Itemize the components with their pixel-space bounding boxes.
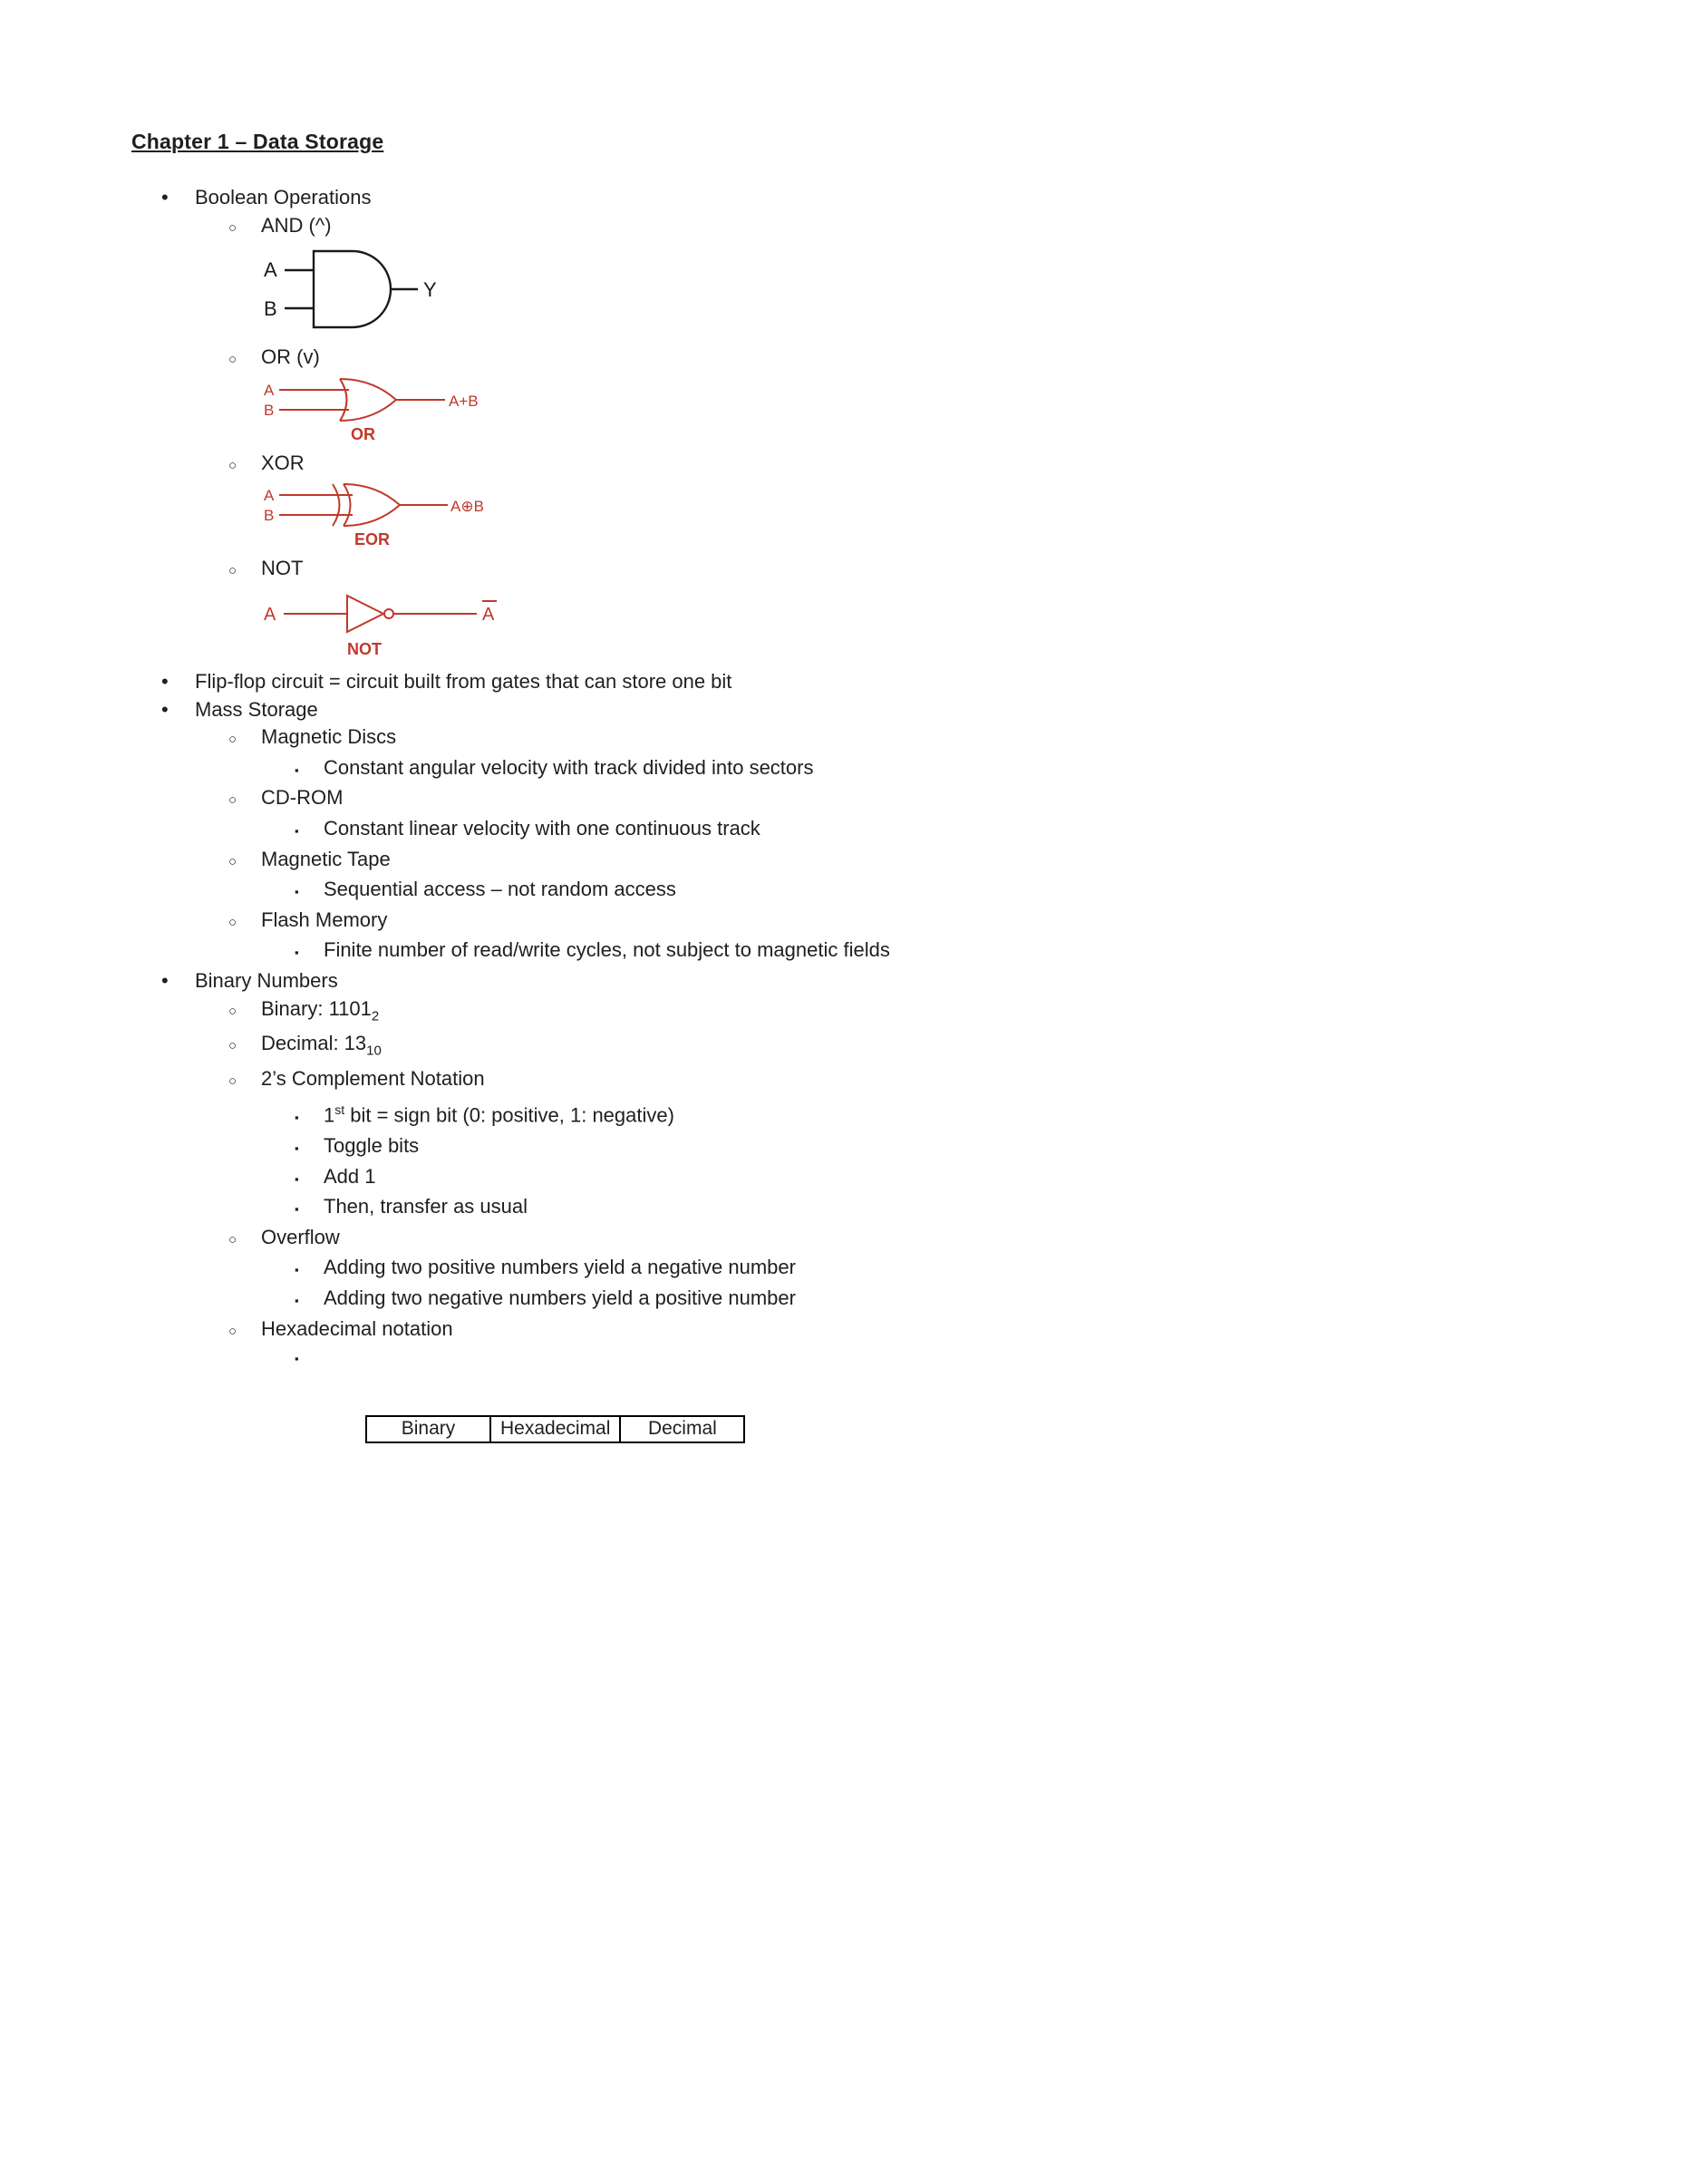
binary-value-subscript: 2 [371, 1007, 380, 1024]
list-item-label: XOR [261, 451, 305, 474]
list-item-label: Constant angular velocity with track divided into sectors [324, 755, 814, 779]
list-item-label: Boolean Operations [195, 186, 372, 209]
circle-bullet-icon: ○ [228, 732, 237, 748]
list-item-overflow [131, 1224, 1641, 1255]
list-item-label: 2’s Complement Notation [261, 1067, 485, 1091]
circle-bullet-icon: ○ [228, 853, 237, 869]
list-item-toggle-bits [131, 1132, 1641, 1163]
disc-bullet-icon: • [161, 968, 169, 992]
not-gate-shape [347, 596, 383, 632]
binary-value-text: Binary: 1101 [261, 996, 372, 1020]
sign-bit-pre: 1 [324, 1103, 335, 1127]
or-gate-diagram [264, 378, 1641, 446]
list-item-magnetic-tape [131, 846, 1641, 877]
and-gate-diagram [264, 248, 1641, 336]
binary-hex-decimal-table [365, 1415, 745, 1443]
table-header-row [366, 1416, 744, 1442]
list-item-label: NOT [261, 557, 304, 580]
list-item-label: Magnetic Tape [261, 847, 391, 870]
list-item-xor [131, 450, 1641, 480]
square-bullet-icon: ▪ [295, 1171, 299, 1186]
circle-bullet-icon: ○ [228, 1003, 237, 1019]
disc-bullet-icon: • [161, 697, 169, 721]
list-item-sign-bit [131, 1096, 1641, 1132]
list-item-label: Toggle bits [324, 1133, 420, 1157]
and-input-b-label: B [264, 297, 277, 321]
list-item-label: Magnetic Discs [261, 725, 397, 749]
list-item-label: Adding two negative numbers yield a positive number [324, 1286, 796, 1309]
list-item-label: Flip-flop circuit = circuit built from gates that can store one bit [195, 669, 732, 693]
list-item-label [261, 995, 1641, 1031]
table-header-hexadecimal: Hexadecimal [490, 1416, 620, 1442]
circle-bullet-icon: ○ [228, 352, 237, 368]
xor-gate-shape [344, 484, 400, 526]
decimal-value-subscript: 10 [366, 1043, 382, 1059]
or-input-b-label: B [264, 401, 275, 419]
and-output-label: Y [423, 278, 437, 302]
table-header-binary: Binary [366, 1416, 490, 1442]
square-bullet-icon: ▪ [295, 1202, 299, 1217]
list-item-label: Hexadecimal notation [261, 1316, 453, 1340]
list-item-mass-storage [131, 696, 1641, 724]
xor-output-label: A⊕B [450, 498, 484, 516]
list-item-binary-value [131, 995, 1641, 1031]
xor-gate-figure [264, 483, 495, 547]
list-item-label: Overflow [261, 1225, 340, 1248]
circle-bullet-icon: ○ [228, 1073, 237, 1090]
list-item-hexadecimal [131, 1315, 1641, 1346]
list-item-overflow-negative [131, 1285, 1641, 1315]
list-item-label [261, 1030, 1641, 1065]
list-item-magnetic-tape-detail [131, 876, 1641, 907]
or-gate-figure [264, 378, 490, 442]
circle-bullet-icon: ○ [228, 1323, 237, 1339]
not-input-a-label: A [264, 604, 276, 625]
decimal-value-text: Decimal: 13 [261, 1032, 367, 1055]
and-gate-shape [314, 251, 391, 327]
list-item-flash-memory [131, 907, 1641, 937]
square-bullet-icon: ▪ [295, 823, 299, 838]
list-item-label: Adding two positive numbers yield a negative number [324, 1256, 796, 1279]
square-bullet-icon: ▪ [295, 946, 299, 960]
page-title: Chapter 1 – Data Storage [131, 130, 384, 153]
list-item-decimal-value [131, 1030, 1641, 1065]
list-item-label: CD-ROM [261, 786, 344, 810]
xor-input-a-label: A [264, 487, 275, 505]
list-item-not [131, 555, 1641, 586]
and-gate-figure [264, 248, 454, 332]
sign-bit-superscript: st [334, 1102, 345, 1118]
list-item-or [131, 344, 1641, 374]
square-bullet-icon: ▪ [295, 1293, 299, 1307]
not-gate-figure [264, 593, 527, 658]
or-output-label: A+B [449, 392, 479, 410]
not-caption: NOT [347, 639, 382, 658]
list-item-empty [131, 1345, 1641, 1373]
list-item-label: AND (^) [261, 213, 332, 237]
list-item-label [324, 1096, 1641, 1130]
and-input-a-label: A [264, 258, 277, 282]
circle-bullet-icon: ○ [228, 457, 237, 473]
square-bullet-icon: ▪ [295, 1111, 299, 1125]
list-item-label: Then, transfer as usual [324, 1195, 528, 1218]
circle-bullet-icon: ○ [228, 1038, 237, 1054]
disc-bullet-icon: • [161, 186, 169, 209]
xor-gate-back-arc [344, 484, 351, 526]
not-gate-diagram [264, 593, 1641, 663]
xor-input-b-label: B [264, 507, 275, 525]
list-item-label: Mass Storage [195, 697, 318, 721]
list-item-label: Sequential access – not random access [324, 878, 676, 901]
list-item-label: Flash Memory [261, 908, 388, 931]
xor-caption: EOR [354, 530, 391, 548]
list-item-add-one [131, 1163, 1641, 1194]
xor-gate-diagram [264, 483, 1641, 551]
circle-bullet-icon: ○ [228, 563, 237, 579]
list-item-twos-complement [131, 1065, 1641, 1096]
list-item-flash-memory-detail [131, 937, 1641, 967]
not-output-label: A [482, 604, 495, 625]
list-item-label: OR (v) [261, 345, 320, 369]
list-item-transfer [131, 1193, 1641, 1224]
or-input-a-label: A [264, 381, 275, 399]
list-item-cdrom-detail [131, 815, 1641, 846]
circle-bullet-icon: ○ [228, 219, 237, 236]
sign-bit-post: bit = sign bit (0: positive, 1: negative) [344, 1103, 674, 1127]
not-bubble [384, 609, 393, 618]
square-bullet-icon: ▪ [295, 1141, 299, 1155]
square-bullet-icon: ▪ [295, 1263, 299, 1277]
list-item-binary-numbers [131, 967, 1641, 995]
list-item-label: Finite number of read/write cycles, not subject to magnetic fields [324, 938, 890, 962]
table-header-decimal: Decimal [620, 1416, 744, 1442]
list-item-overflow-positive [131, 1254, 1641, 1285]
or-gate-back-arc [340, 379, 347, 421]
list-item-label: Add 1 [324, 1164, 376, 1188]
list-item-cdrom [131, 784, 1641, 815]
circle-bullet-icon: ○ [228, 1231, 237, 1247]
list-item-and [131, 212, 1641, 243]
list-item-label: Constant linear velocity with one continuous track [324, 816, 760, 840]
square-bullet-icon: ▪ [295, 885, 299, 899]
circle-bullet-icon: ○ [228, 792, 237, 809]
list-item-boolean-operations [131, 184, 1641, 212]
disc-bullet-icon: • [161, 669, 169, 693]
xor-extra-arc [333, 484, 340, 526]
list-item-magnetic-discs-detail [131, 754, 1641, 785]
or-gate-shape [340, 379, 396, 421]
circle-bullet-icon: ○ [228, 914, 237, 930]
or-caption: OR [351, 424, 375, 442]
list-item-flipflop [131, 668, 1641, 696]
list-item-label: Binary Numbers [195, 968, 338, 992]
square-bullet-icon: ▪ [295, 1352, 299, 1366]
list-item-magnetic-discs [131, 723, 1641, 754]
square-bullet-icon: ▪ [295, 762, 299, 777]
